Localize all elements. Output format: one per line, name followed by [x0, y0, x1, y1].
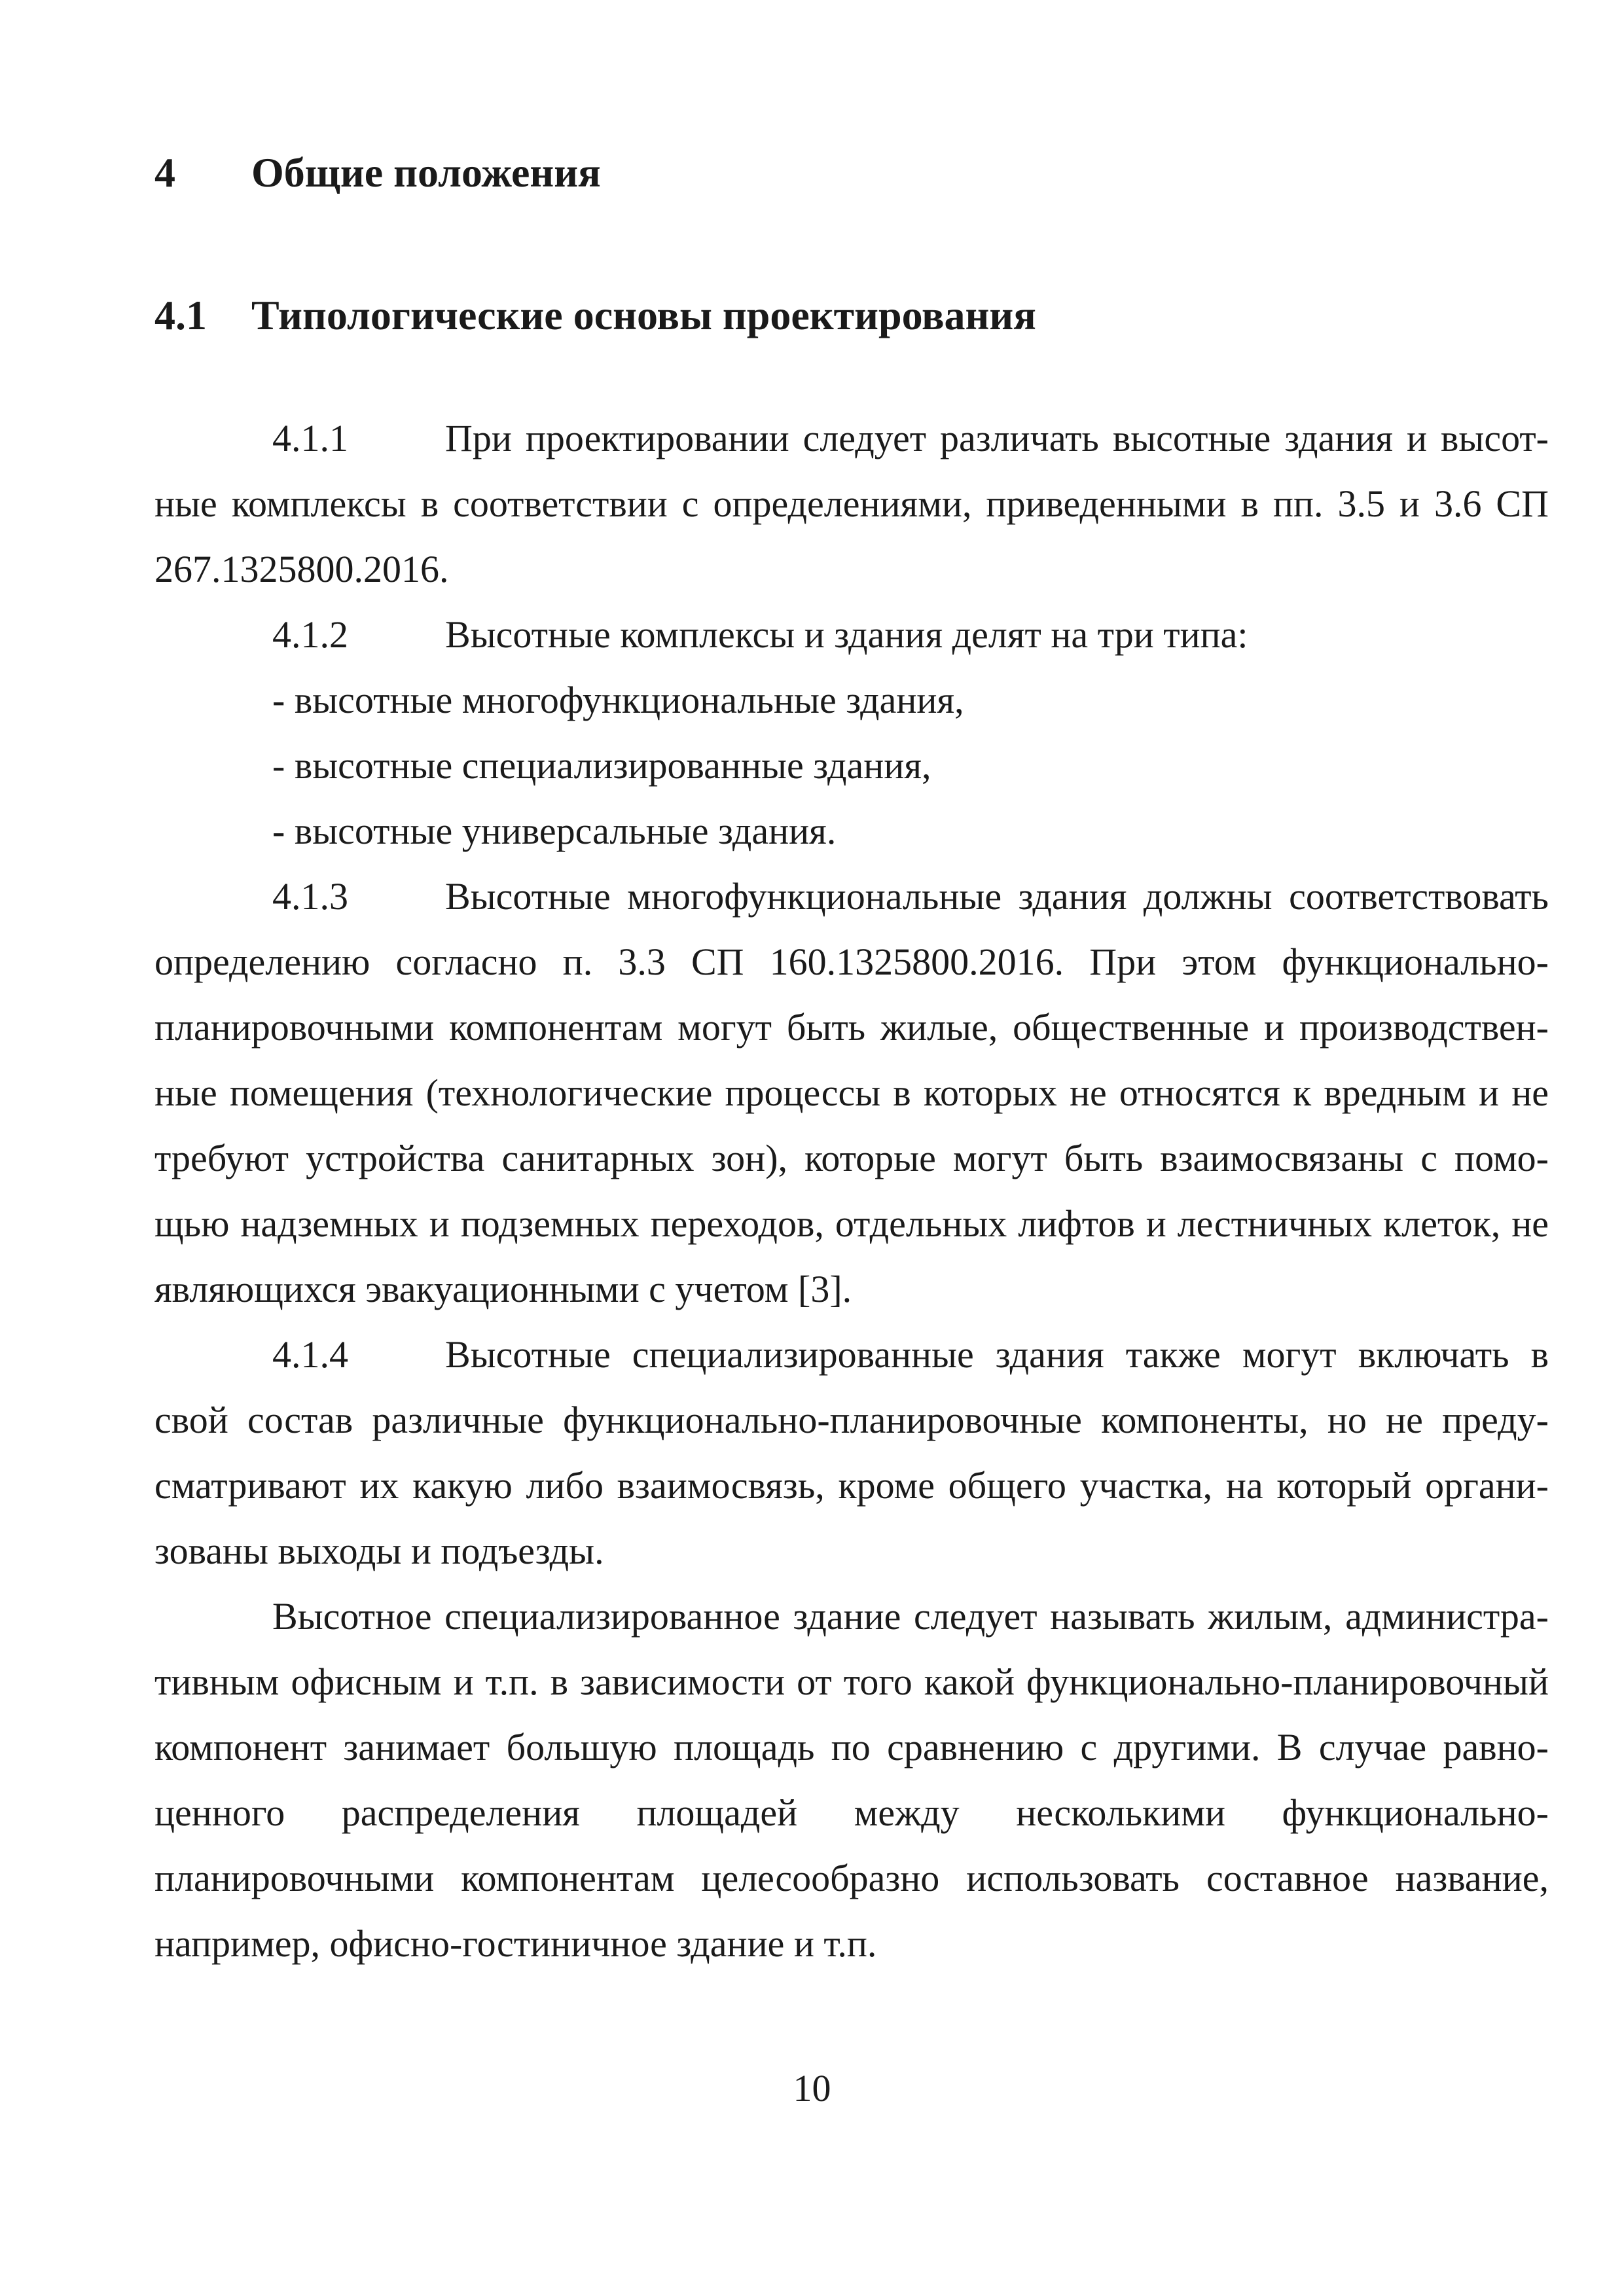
paragraph-line: планировочными компонентам целесообразно использовать составное название, — [154, 1857, 1549, 1899]
paragraph-4-1-3-line — [154, 864, 1549, 929]
list-item: - высотные многофункциональные здания, — [272, 679, 964, 721]
list-item: - высотные универсальные здания. — [272, 810, 837, 852]
clause-text: При проектировании следует различать высотные здания и высот- — [445, 417, 1549, 459]
paragraph-4-1-4-line: свой состав различные функционально-планировочные компоненты, но не преду- — [154, 1399, 1549, 1441]
clause-text: Высотные комплексы и здания делят на три типа: — [445, 613, 1248, 656]
paragraph-line: ценного распределения площадей между несколькими функционально- — [154, 1791, 1549, 1834]
subsection-heading — [154, 292, 1036, 338]
paragraph-4-1-1-line: ные комплексы в соответствии с определениями, приведенными в пп. 3.5 и 3.6 СП — [154, 482, 1549, 525]
paragraph-4-1-3-line: определению согласно п. 3.3 СП 160.1325800.2016. При этом функционально- — [154, 941, 1549, 983]
paragraph-4-1-3-line: являющихся эвакуационными с учетом [3]. — [154, 1268, 852, 1310]
paragraph-4-1-3-line: щью надземных и подземных переходов, отдельных лифтов и лестничных клеток, не — [154, 1202, 1549, 1245]
paragraph-4-1-1-line: 267.1325800.2016. — [154, 548, 449, 590]
clause-number: 4.1.1 — [272, 417, 348, 459]
paragraph-line: Высотное специализированное здание следует называть жилым, администра- — [272, 1595, 1549, 1638]
clause-number: 4.1.3 — [272, 875, 348, 918]
section-title: Общие положения — [251, 149, 601, 196]
paragraph-4-1-2-line — [154, 602, 1549, 668]
section-number: 4 — [154, 149, 175, 196]
paragraph-4-1-4-line: сматривают их какую либо взаимосвязь, кроме общего участка, на который органи- — [154, 1464, 1549, 1507]
subsection-number: 4.1 — [154, 292, 207, 338]
document-body — [154, 406, 1549, 1977]
paragraph-4-1-4-line — [154, 1322, 1549, 1388]
page-number: 10 — [793, 2067, 831, 2109]
paragraph-line: компонент занимает большую площадь по сравнению с другими. В случае равно- — [154, 1726, 1549, 1768]
paragraph-line: например, офисно-гостиничное здание и т.п. — [154, 1922, 877, 1965]
paragraph-4-1-3-line: ные помещения (технологические процессы в которых не относятся к вредным и не — [154, 1071, 1549, 1114]
paragraph-4-1-1-line — [154, 406, 1549, 471]
list-item: - высотные специализированные здания, — [272, 744, 931, 787]
paragraph-line: тивным офисным и т.п. в зависимости от того какой функционально-планировочный — [154, 1660, 1549, 1703]
clause-number: 4.1.4 — [272, 1333, 348, 1376]
clause-text: Высотные многофункциональные здания должны соответствовать — [445, 875, 1549, 918]
clause-number: 4.1.2 — [272, 613, 348, 656]
paragraph-4-1-3-line: планировочными компонентам могут быть жилые, общественные и производствен- — [154, 1006, 1549, 1049]
subsection-title: Типологические основы проектирования — [251, 292, 1036, 338]
section-heading — [154, 149, 601, 196]
paragraph-4-1-4-line: зованы выходы и подъезды. — [154, 1530, 604, 1572]
clause-text: Высотные специализированные здания также могут включать в — [445, 1333, 1549, 1376]
paragraph-4-1-3-line: требуют устройства санитарных зон), которые могут быть взаимосвязаны с помо- — [154, 1137, 1549, 1179]
